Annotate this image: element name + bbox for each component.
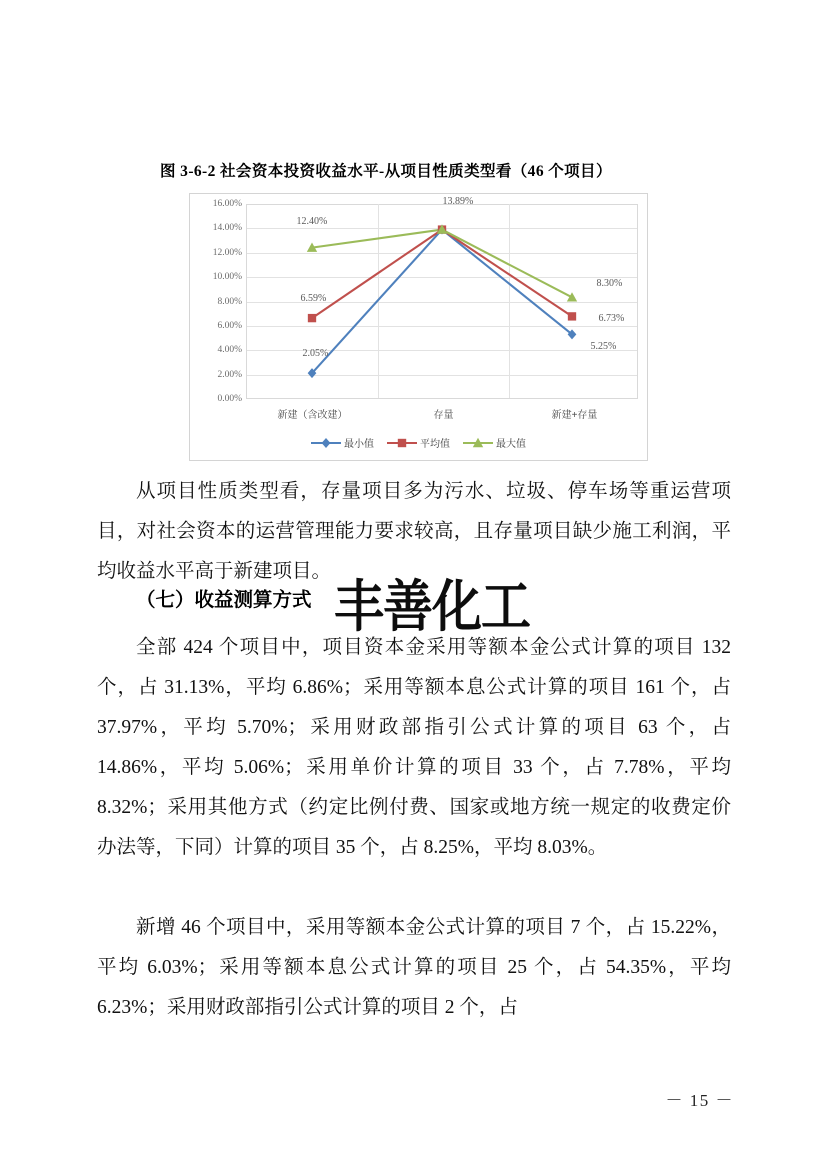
watermark-text: 丰善化工 <box>334 574 530 640</box>
chart-y-axis-label: 2.00% <box>217 369 242 380</box>
chart-legend-item[interactable] <box>463 435 526 450</box>
chart-y-axis-label: 6.00% <box>217 320 242 331</box>
chart-x-axis-label: 新建（含改建） <box>277 410 348 421</box>
chart-container <box>189 193 648 461</box>
chart-legend-item[interactable] <box>387 435 450 450</box>
paragraph-project-nature: 从项目性质类型看，存量项目多为污水、垃圾、停车场等重运营项目，对社会资本的运营管理能力要求较高，且存量项目缺少施工利润，平均收益水平高于新建项目。 <box>97 481 731 582</box>
chart-y-axis-label: 8.00% <box>217 296 242 307</box>
section-heading-revenue-calculation: （七）收益测算方式 <box>136 590 312 611</box>
chart-y-axis-label: 12.00% <box>212 247 242 258</box>
chart-marker-平均值 <box>568 312 576 320</box>
chart-marker-平均值 <box>308 314 316 322</box>
chart-data-label: 8.30% <box>596 277 623 289</box>
paragraph-all-projects: 全部 424 个项目中，项目资本金采用等额本金公式计算的项目 132 个，占 31.13%，平均 6.86%；采用等额本息公式计算的项目 161 个，占 37.97%，平均 5.70%；采用财政部指引公式计算的项目 63 个，占 14.86%，平均 5.06%；采用单价计算的项目 33 个，占 7.78%，平均 8.32%；采用其他方式（约定比例付费、国家或地方统一规定的收费定价办法等，下同）计算的项目 35 个，占 8.25%，平均 8.03%。 <box>97 637 731 858</box>
legend-key-triangle-icon <box>463 437 493 449</box>
chart-y-axis-label: 0.00% <box>217 394 242 404</box>
chart-y-axis-label: 4.00% <box>217 345 242 356</box>
chart-legend-item[interactable] <box>311 435 374 450</box>
legend-key-diamond-icon <box>311 437 341 449</box>
legend-key-square-icon <box>387 437 417 449</box>
legend-label: 最大值 <box>496 439 526 450</box>
chart-x-axis-label: 新建+存量 <box>551 410 598 421</box>
chart-y-axis-label: 14.00% <box>212 223 242 234</box>
chart-y-axis-label: 10.00% <box>212 272 242 283</box>
chart-x-axis-label: 存量 <box>433 410 454 421</box>
chart-data-label: 6.59% <box>300 292 327 304</box>
figure-caption: 图 3-6-2 社会资本投资收益水平-从项目性质类型看（46 个项目） <box>160 163 612 180</box>
chart-data-label: 12.40% <box>296 215 328 227</box>
chart-legend <box>190 435 647 450</box>
legend-label: 最小值 <box>344 439 374 450</box>
chart-line-最小值 <box>312 230 572 374</box>
chart-line-最大值 <box>312 230 572 298</box>
chart-data-label: 13.89% <box>442 195 474 207</box>
paragraph-new-projects: 新增 46 个项目中，采用等额本金公式计算的项目 7 个，占 15.22%，平均 6.03%；采用等额本息公式计算的项目 25 个，占 54.35%，平均 6.23%；采用财政部指引公式计算的项目 2 个，占 <box>97 917 731 1018</box>
page-number: － 15 － <box>665 1091 734 1110</box>
chart-y-axis-label: 16.00% <box>212 199 242 209</box>
chart-data-label: 5.25% <box>590 341 617 353</box>
chart-data-label: 2.05% <box>302 348 329 360</box>
chart-data-label: 6.73% <box>598 312 625 324</box>
chart-marker-最大值 <box>567 292 577 301</box>
legend-label: 平均值 <box>420 439 450 450</box>
chart-plot-area <box>212 195 638 421</box>
